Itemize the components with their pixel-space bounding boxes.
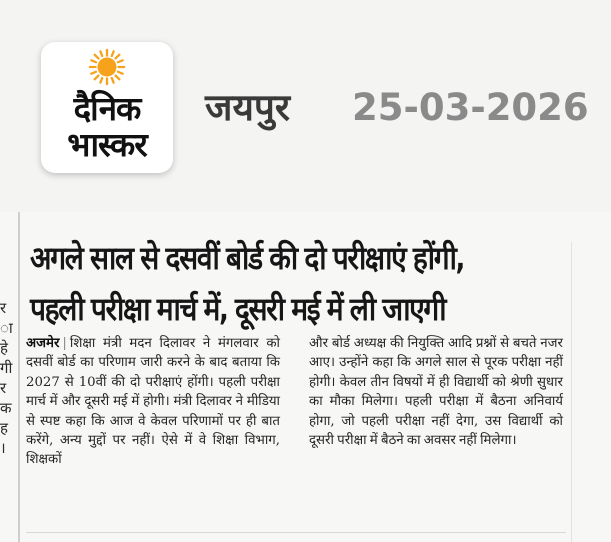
logo-text-bhaskar: भास्कर (67, 125, 147, 164)
fragment-char: । (0, 439, 6, 457)
dainik-bhaskar-logo (41, 42, 173, 173)
headline-line-1: अगले साल से दसवीं बोर्ड की दो परीक्षाएं होंगी, (30, 239, 464, 277)
dateline: अजमेर (26, 336, 60, 351)
fragment-char: ह (0, 419, 8, 437)
article-column-2: और बोर्ड अध्यक्ष की नियुक्ति आदि प्रश्नों से बचते नजर आए। उन्होंने कहा कि अगले साल से पूरक परीक्षा नहीं होगी। केवल तीन विषयों में ही विद्यार्थी को श्रेणी सुधार का मौका मिलेगा। पहली परीक्षा में बैठना अनिवार्य होगा, जो पहली परीक्षा नहीं देगा, उस विद्यार्थी को दूसरी परीक्षा में बैठने का अवसर नहीं मिलेगा। (309, 336, 563, 449)
fragment-char: र (0, 299, 7, 317)
adjacent-column-fragment (0, 212, 14, 542)
headline-line-2: पहली परीक्षा मार्च में, दूसरी मई में ली जाएगी (30, 290, 446, 328)
edition-date: 25-03-2026 (352, 86, 589, 129)
city-name: जयपुर (205, 86, 291, 129)
sun-icon (88, 48, 126, 86)
article-column-1 (26, 334, 280, 470)
fragment-char: हे (0, 339, 8, 357)
dateline-separator: | (62, 336, 67, 351)
logo-text-dainik: दैनिक (73, 89, 141, 128)
article-body-1: शिक्षा मंत्री मदन दिलावर ने मंगलवार को दसवीं बोर्ड का परिणाम जारी करने के बाद बताया कि 2027 से 10वीं की दो परीक्षाएं होंगी। पहली परीक्षा मार्च में और दूसरी मई में होगी। मंत्री दिलावर ने मीडिया से स्पष्ट कहा कि आज वे केवल परिणामों पर ही बात करेंगे, अन्य मुद्दों पर नहीं। ऐसे में वे शिक्षा विभाग, शिक्षकों (26, 336, 280, 468)
bottom-rule (26, 532, 566, 533)
fragment-char: ा (0, 319, 13, 337)
news-clipping (0, 212, 611, 542)
fragment-char: गी (0, 359, 13, 377)
column-divider (18, 212, 20, 542)
fragment-char: क (0, 399, 12, 417)
fragment-char: र (0, 379, 7, 397)
column-divider (571, 242, 572, 542)
